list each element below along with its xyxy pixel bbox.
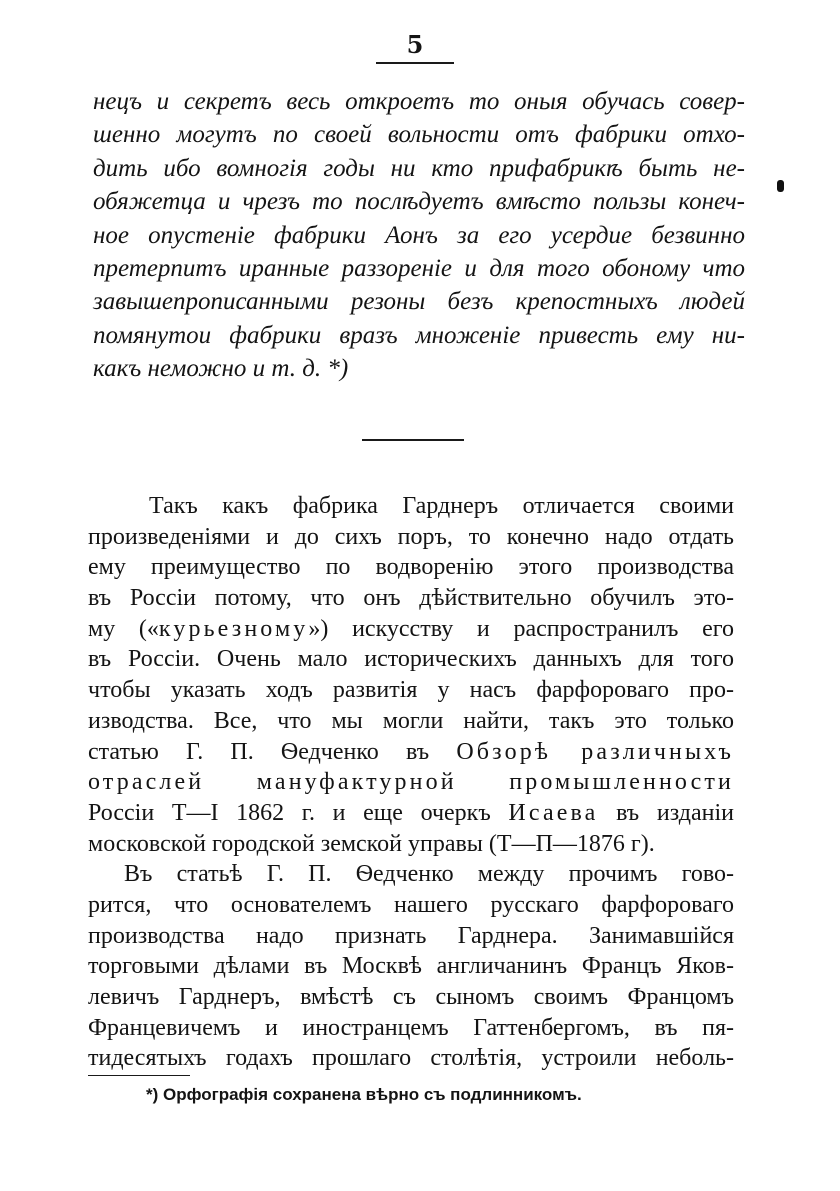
footnote-separator — [88, 1075, 190, 1076]
quote-line-last: какъ неможно и т. д. *) — [93, 355, 349, 383]
spaced-title: Обзорѣ различныхъ — [456, 738, 734, 765]
paragraph-line: левичъ Гарднеръ, вмѣстѣ съ сыномъ своимъ Францомъ — [88, 984, 734, 1010]
spaced-title-line: отраслей мануфактурной промышленности — [88, 769, 734, 796]
paragraph-line: изводства. Все, что мы могли найти, такъ это только — [88, 707, 734, 734]
paragraph-line — [88, 737, 734, 768]
spaced-author: Исаева — [508, 799, 599, 826]
paragraph-line: рится, что основателемъ нашего русскаго фарфороваго — [88, 891, 734, 918]
paragraph-line — [88, 614, 734, 645]
page-number-rule — [376, 62, 454, 64]
paragraph-line: чтобы указать ходъ развитія у насъ фарфороваго про- — [88, 677, 734, 704]
quote-line: помянутои фабрики вразъ множеніе привесть ему ни- — [93, 321, 745, 349]
paragraph-line: Въ статьѣ Г. П. Ѳедченко между прочимъ гово- — [124, 861, 734, 888]
paragraph-line: Францевичемъ и иностранцемъ Гаттенбергомъ, въ пя- — [88, 1014, 734, 1041]
text-run: статью Г. П. Ѳедченко въ — [88, 738, 457, 765]
text-run: въ изданіи — [598, 799, 734, 826]
section-divider — [362, 439, 464, 441]
footnote: *) Орфографія сохранена вѣрно съ подлинникомъ. — [146, 1085, 582, 1104]
quote-line: ное опустеніе фабрики Аонъ за его усердие безвинно — [93, 221, 745, 249]
quoted-document-block — [93, 85, 745, 386]
spaced-term: курьезному — [158, 615, 309, 642]
main-text — [88, 491, 734, 1074]
paragraph-line: произведеніями и до сихъ поръ, то конечно надо отдать — [88, 523, 734, 550]
quote-line: завышепрописанными резоны безъ крепостныхъ людей — [93, 288, 745, 316]
paragraph-line — [88, 798, 734, 829]
text-run: Россіи Т—I 1862 г. и еще очеркъ — [88, 799, 509, 826]
page-number: 5 — [406, 30, 424, 59]
text-run: ») искусству и распространилъ его — [308, 615, 734, 642]
quote-line: дить ибо вомногія годы ни кто прифабрикѣ быть не- — [93, 154, 745, 182]
margin-ink-mark — [777, 180, 784, 192]
paragraph-line: въ Россіи. Очень мало историческихъ данныхъ для того — [88, 646, 734, 673]
paragraph-line: въ Россіи потому, что онъ дѣйствительно обучилъ это- — [88, 585, 734, 612]
text-run: му (« — [88, 615, 159, 642]
quote-line: шенно могутъ по своей вольности отъ фабрики отхо- — [93, 121, 745, 149]
quote-line: обяжетца и чрезъ то послѣдуетъ вмѣсто пользы конеч- — [93, 188, 745, 216]
paragraph-line: московской городской земской управы (Т—П—1876 г). — [88, 830, 655, 857]
paragraph-line: тидесятыхъ годахъ прошлаго столѣтія, устроили неболь- — [88, 1045, 734, 1072]
quote-line: нецъ и секретъ весь откроетъ то оныя обучась совер- — [93, 88, 745, 115]
paragraph-line: Такъ какъ фабрика Гарднеръ отличается своими — [149, 493, 734, 519]
paragraph-line: торговыми дѣлами въ Москвѣ англичанинъ Францъ Яков- — [88, 953, 734, 980]
quote-line: претерпитъ иранные раззореніе и для того обоному что — [93, 254, 745, 282]
paragraph-line: производства надо признать Гарднера. Занимавшійся — [88, 922, 734, 949]
paragraph-line: ему преимущество по водворенію этого производства — [88, 554, 734, 581]
